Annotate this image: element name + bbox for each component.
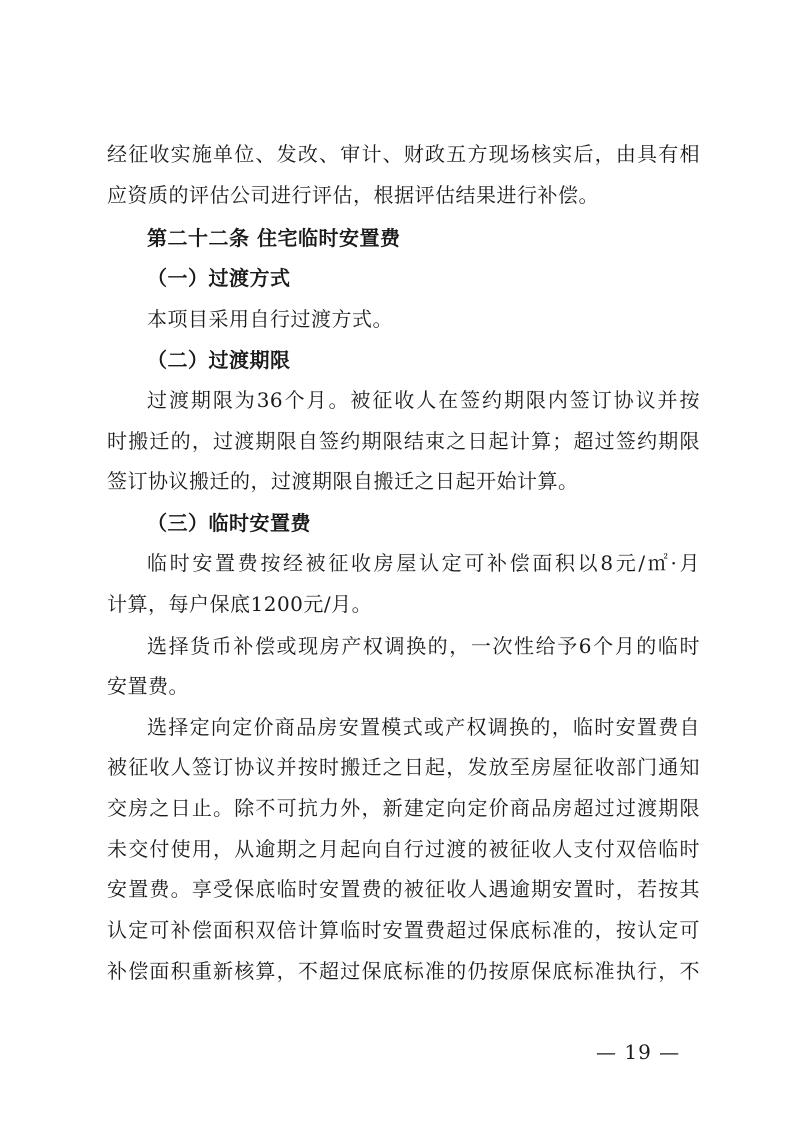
paragraph-line: 选择定向定价商品房安置模式或产权调换的，临时安置费自 xyxy=(147,715,700,739)
paragraph-line: 选择货币补偿或现房产权调换的，一次性给予6个月的临时 xyxy=(147,634,700,658)
paragraph-line: 计算，每户保底1200元/月。 xyxy=(107,592,373,616)
paragraph-line: 时搬迁的，过渡期限自签约期限结束之日起计算；超过签约期限 xyxy=(107,429,700,453)
article-heading: 第二十二条 住宅临时安置费 xyxy=(147,226,401,250)
paragraph-line: 过渡期限为36个月。被征收人在签约期限内签订协议并按 xyxy=(147,388,700,412)
paragraph-line: 应资质的评估公司进行评估，根据评估结果进行补偿。 xyxy=(107,183,599,207)
section-heading: （二）过渡期限 xyxy=(147,348,291,372)
paragraph-line: 安置费。享受保底临时安置费的被征收人遇逾期安置时，若按其 xyxy=(107,877,700,901)
paragraph-line: 本项目采用自行过渡方式。 xyxy=(147,307,393,331)
section-heading: （三）临时安置费 xyxy=(147,511,311,535)
paragraph-line: 经征收实施单位、发改、审计、财政五方现场核实后，由具有相 xyxy=(107,142,700,166)
paragraph-line: 认定可补偿面积双倍计算临时安置费超过保底标准的，按认定可 xyxy=(107,918,700,942)
paragraph-line: 未交付使用，从逾期之月起向自行过渡的被征收人支付双倍临时 xyxy=(107,837,700,861)
paragraph-line: 交房之日止。除不可抗力外，新建定向定价商品房超过过渡期限 xyxy=(107,796,700,820)
paragraph-line: 临时安置费按经被征收房屋认定可补偿面积以8元/㎡·月 xyxy=(147,551,700,575)
paragraph-line: 被征收人签订协议并按时搬迁之日起，发放至房屋征收部门通知 xyxy=(107,755,700,779)
section-heading: （一）过渡方式 xyxy=(147,266,291,290)
paragraph-line: 安置费。 xyxy=(107,674,189,698)
page-number: — 19 — xyxy=(596,1040,681,1064)
paragraph-line: 签订协议搬迁的，过渡期限自搬迁之日起开始计算。 xyxy=(107,469,579,493)
paragraph-line: 补偿面积重新核算，不超过保底标准的仍按原保底标准执行，不 xyxy=(107,959,700,983)
